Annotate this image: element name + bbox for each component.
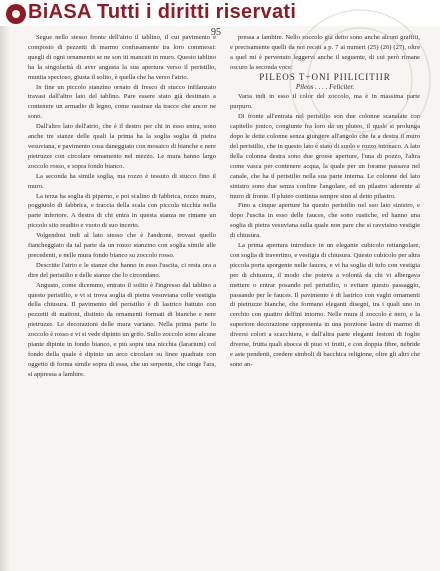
- paragraph: Dall'altro lato dell'atrio, che è il destro per chi in esso entra, sono anche tre stanze delle quali la prima ha la soglia soglia di pietra vesuviana, e pavimento cosa daneggiato con mosaico di bianche e nere pietruzze con circolare ornamento nel mezzo. Le mura hanno largo zoccolo rosso, e sopra fondo bianco.: [28, 123, 216, 170]
- inscription-heading: PILEOS T+ONI PIILICITIIR: [259, 71, 391, 82]
- paragraph: Descritte l'atrio e le stanze che hanno in esso l'uscita, ci resta ora a dire del peristilio e delle stanze che lo circondano.: [28, 261, 216, 279]
- left-column: [28, 33, 216, 380]
- right-column: [230, 33, 420, 370]
- library-logo-icon: [6, 4, 26, 24]
- inscription-translation: Pileos . . . . Feliciter.: [295, 82, 355, 91]
- paragraph: Volgendosi indi al lato stesso che è l'androne, trovasi quello fiancheggiato da tal parte da un rozzo stanzino con soglia simile alle precedenti, e nelle mura fondo bianco su zoccolo rosso.: [28, 232, 216, 259]
- paragraph: Di fronte all'entrata nel peristilio son due colonne scanalate con capitello jonico, congiunte fra loro da un pluteo, il quale si prolunga dopo le dette colonne senza giungere all'angolo che fa a destra il muro del peristilio, che in questo lato è stato di suolo e rozzo intonaco. A lato della colonna destra sono due grosse aperture, l'una di pozzo, l'altra come vasca per contenere acqua, la quale per un forame passava nel canale, che ha il peristilio nella sua parte interna. Le colonne del lato sinistro sono due senza confine l'angolare, ed un pilastro aderente al muro di fronte. Il pluteo continua sempre sino al detto pilastro.: [230, 113, 420, 200]
- paragraph: Angusto, come dicemmo, entrato il solito è l'ingresso dal tablino a questo peristilio, e vi si trova soglia di pietra vesuviana colle vestigia della chiusura. Il pavimento del peristilio è di lastrico battuto con pezzetti di mattoni, distinto da ornamenti formati di bianche e nere pietruzze. Le decorazioni delle mura variano. Nella prima parte lo zoccolo è rosso e vi si vede dipinto un grifo. Sullo zoccolo sono alcune piante dipinte in fondo bianco, e più sopra una nicchia (lararium) col fondo della quale è dipinto un arco circolare su linee quadrate con oggetto di forma simile sopra di essa, che un serpente, che cinge l'ara, si appressa a lambire.: [28, 281, 216, 378]
- banner-text: BiASA Tutti i diritti riservati: [28, 1, 297, 23]
- watermark-banner: [0, 0, 440, 26]
- paragraph: In fine un piccolo stanzino ornato di fresco di stucco infilanzato travasi dall'altro lato del tablino. Pare essere stato già destinato a contenere un armadio di legno, come rassinse da tracce che ancor ne sono.: [28, 83, 216, 121]
- paragraph: pressa a lambire. Nello zoccolo già detto sono anche alcuni graffiti, e precisamente quelli da noi recati a p. 7 ai numeri (25) (26) (27), oltre a quel mi è pervenuto leggervi anche il seguente, di cui però rimane oscuro la seconda voce:: [230, 34, 420, 71]
- page-edge-shadow: [0, 26, 10, 571]
- page-number: 95: [211, 27, 221, 38]
- paragraph: Varia indi in esso il color del zoccolo, ma è in massima parte purpuro.: [230, 93, 420, 111]
- paragraph: La terza ha soglia di piperno, e poi scalino di fabbrica, rozzo muro, poggiuolo di fabbrica, e traccia della scala con piccola nicchia nella parte inferiore. A destra di chi entra in questa stanza ne rimane un piccolo sito reudito e vuoto di suo incerto.: [28, 192, 216, 230]
- paragraph: Fino a cinque aperture ha questo peristilio nel suo lato sinistro, e dopo l'uscita in esso delle fauces, che sono rustiche, ed hanno una soglia di pietra vesuviana sulla quale non pare che si ravvisino vestigie di chiusura.: [230, 202, 420, 240]
- paragraph: La prima apertura introduce in un elegante cubicolo rettangolare, con soglia di travertino, e vestigia di chiusura. Questo cubicolo per altra piccola porta sporgente nelle fauces, e vi ha soglia di tufo con vestigia per di chiusura, il modo che poteva a volontà da chi vi albergava mettere o entrar posando pel peristilio, o evitare questo passaggio, passando per le fauces. Il pavimento è di lastrico con vaghi ornamenti di pietruzze bianche, che formano eleganti disegni, tra i quali uno in cerchio con quattro delfini intorno. Nelle mura il zoccolo è nero, e la superiore decorazione rappresenta in una porzione lastre di marmo di diversi colori a scacchiera, e dall'altra parte eleganti festoni di foglie diverse, frutta quali sbocca di piuo vi frutti, e con doppia fibre, nebride e aste pendenti, credere simboli di bacchica religione, oltre gli altri che sono an-: [230, 242, 420, 368]
- paragraph: La seconda ha simile soglia, ma rozzo è tessuto di stucco fino il muro.: [28, 172, 216, 190]
- paragraph: Segue nello stesso fronte dell'atrio il tablino, il cui pavimento è composto di pezzetti di marmo confusamente tra loro commessi: quegli di ogni ornamento se ne son iti mancati in muro. Questo tablino ha la singolarità di aver angusta la sua apertura verso il peristilio, munita specioso, giusta il solito, è quella che ha verso l'atrio.: [28, 34, 216, 81]
